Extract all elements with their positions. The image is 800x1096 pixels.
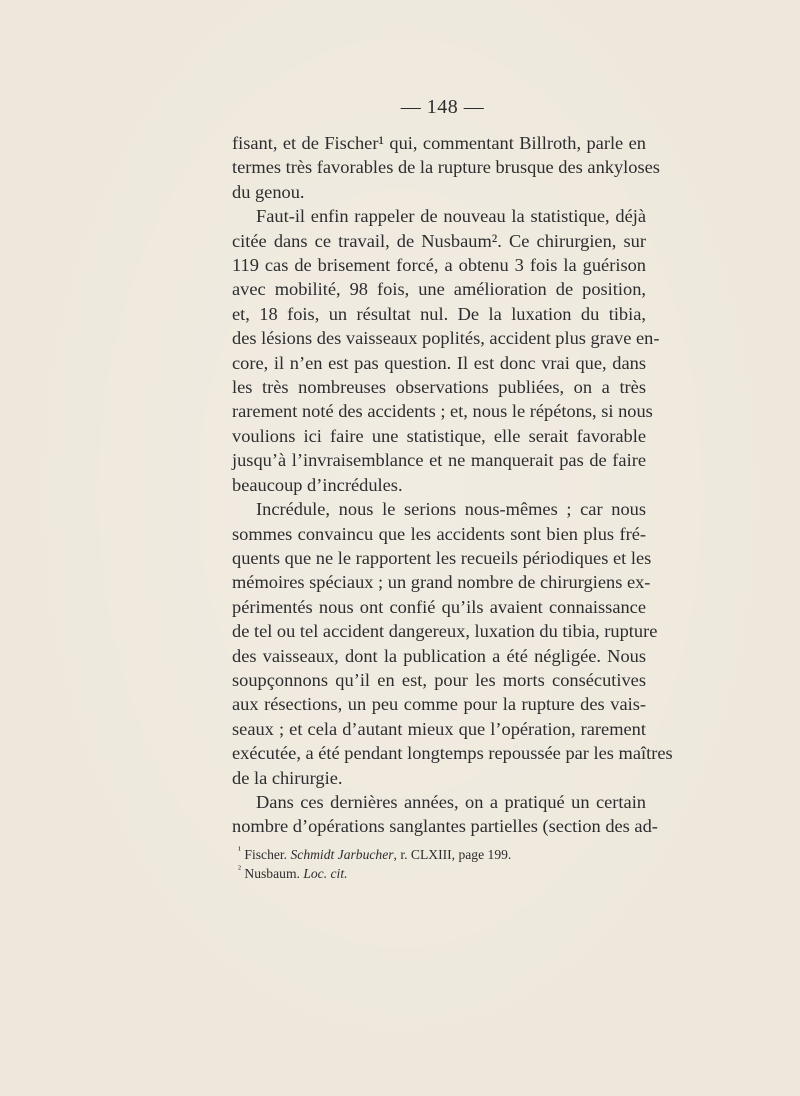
text-line: et, 18 fois, un résultat nul. De la luxation du tibia,	[232, 303, 646, 324]
footnote-author: Nusbaum.	[244, 866, 300, 881]
text-line: quents que ne le rapportent les recueils périodiques et les	[232, 547, 652, 568]
text-line: 119 cas de brisement forcé, a obtenu 3 fois la guérison	[232, 255, 646, 276]
text-line: périmentés nous ont confié qu’ils avaient connaissance	[232, 596, 646, 617]
body-text	[232, 131, 673, 839]
footnote-1	[238, 845, 638, 864]
footnote-reference: , r. CLXIII, page 199.	[393, 847, 512, 862]
footnote-author: Fischer.	[244, 847, 288, 862]
text-line: beaucoup d’incrédules.	[232, 474, 403, 495]
text-line: sommes convaincu que les accidents sont bien plus fré-	[232, 523, 646, 544]
text-line: aux résections, un peu comme pour la rupture des vais-	[232, 694, 646, 715]
text-line: exécutée, a été pendant longtemps repoussée par les maîtres	[232, 743, 673, 764]
footnote-work: Schmidt Jarbucher	[290, 847, 394, 862]
footnote-work: Loc. cit.	[303, 866, 348, 881]
footnote-marker: ²	[238, 864, 241, 875]
text-line: termes très favorables de la rupture brusque des ankyloses	[232, 157, 660, 178]
paragraph-start-line: Faut-il enfin rappeler de nouveau la statistique, déjà	[256, 206, 646, 227]
page-number: — 148 —	[400, 96, 485, 118]
text-line: jusqu’à l’invraisemblance et ne manquerait pas de faire	[232, 450, 646, 471]
text-line: soupçonnons qu’il en est, pour les morts consécutives	[232, 669, 646, 690]
text-line: les très nombreuses observations publiées, on a très	[232, 377, 646, 398]
text-line: citée dans ce travail, de Nusbaum². Ce chirurgien, sur	[232, 230, 646, 251]
text-line: rarement noté des accidents ; et, nous le répétons, si nous	[232, 401, 653, 422]
paragraph-start-line: Incrédule, nous le serions nous-mêmes ; car nous	[256, 499, 646, 520]
text-line: de tel ou tel accident dangereux, luxation du tibia, rupture	[232, 621, 658, 642]
text-line: avec mobilité, 98 fois, une amélioration de position,	[232, 279, 646, 300]
footnote-2	[238, 864, 638, 883]
text-line: nombre d’opérations sanglantes partielles (section des ad-	[232, 816, 658, 837]
text-line: voulions ici faire une statistique, elle serait favorable	[232, 425, 646, 446]
text-line: core, il n’en est pas question. Il est donc vrai que, dans	[232, 352, 646, 373]
paragraph-start-line: Dans ces dernières années, on a pratiqué un certain	[256, 791, 646, 812]
text-line: de la chirurgie.	[232, 767, 343, 788]
text-line: seaux ; et cela d’autant mieux que l’opération, rarement	[232, 718, 646, 739]
text-line: des lésions des vaisseaux poplités, accident plus grave en-	[232, 328, 660, 349]
text-line: fisant, et de Fischer¹ qui, commentant Billroth, parle en	[232, 133, 646, 153]
text-line: des vaisseaux, dont la publication a été négligée. Nous	[232, 645, 646, 666]
text-line: mémoires spéciaux ; un grand nombre de chirurgiens ex-	[232, 572, 651, 593]
footnotes	[238, 845, 638, 883]
footnote-marker: ¹	[238, 845, 241, 856]
text-line: du genou.	[232, 181, 305, 202]
